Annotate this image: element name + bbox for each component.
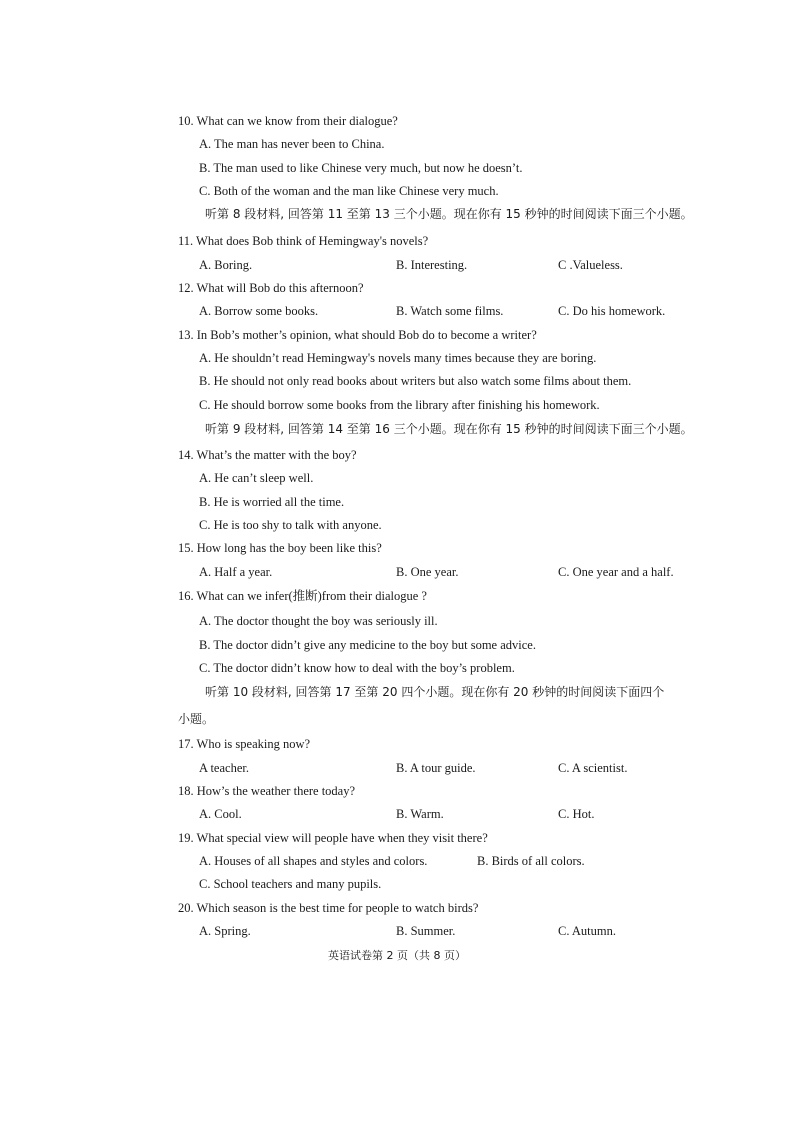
question-13-option-a: A. He shouldn’t read Hemingway's novels many times because they are boring. xyxy=(199,351,597,365)
question-14-option-a: A. He can’t sleep well. xyxy=(199,471,314,485)
question-17-stem: 17. Who is speaking now? xyxy=(178,737,311,751)
question-13-option-b: B. He should not only read books about writers but also watch some films about them. xyxy=(199,374,632,388)
question-19-option-c: C. School teachers and many pupils. xyxy=(199,877,382,891)
question-16-stem: 16. What can we infer(推断)from their dialogue ? xyxy=(178,589,427,603)
question-10-option-a: A. The man has never been to China. xyxy=(199,137,385,151)
question-15-option-a: A. Half a year. xyxy=(199,565,273,579)
section-instruction-10-line1: 听第 10 段材料, 回答第 17 至第 20 四个小题。现在你有 20 秒钟的时间阅读下面四个 xyxy=(205,685,665,699)
question-16-option-b: B. The doctor didn’t give any medicine to the boy but some advice. xyxy=(199,638,536,652)
question-10-stem: 10. What can we know from their dialogue? xyxy=(178,114,398,128)
question-17-option-a: A teacher. xyxy=(199,761,249,775)
question-12-option-b: B. Watch some films. xyxy=(396,304,504,318)
question-19-stem: 19. What special view will people have when they visit there? xyxy=(178,831,488,845)
page-footer: 英语试卷第 2 页（共 8 页） xyxy=(328,949,466,962)
question-20-stem: 20. Which season is the best time for people to watch birds? xyxy=(178,901,479,915)
section-instruction-9: 听第 9 段材料, 回答第 14 至第 16 三个小题。现在你有 15 秒钟的时间阅读下面三个小题。 xyxy=(205,422,693,436)
question-17-option-b: B. A tour guide. xyxy=(396,761,476,775)
question-18-option-b: B. Warm. xyxy=(396,807,444,821)
section-instruction-8: 听第 8 段材料, 回答第 11 至第 13 三个小题。现在你有 15 秒钟的时间阅读下面三个小题。 xyxy=(205,207,693,221)
question-18-option-a: A. Cool. xyxy=(199,807,242,821)
question-16-option-a: A. The doctor thought the boy was seriously ill. xyxy=(199,614,438,628)
question-18-option-c: C. Hot. xyxy=(558,807,595,821)
question-15-option-c: C. One year and a half. xyxy=(558,565,674,579)
question-19-option-a: A. Houses of all shapes and styles and colors. xyxy=(199,854,428,868)
question-11-option-b: B. Interesting. xyxy=(396,258,468,272)
question-15-option-b: B. One year. xyxy=(396,565,459,579)
question-14-option-b: B. He is worried all the time. xyxy=(199,495,345,509)
question-20-option-b: B. Summer. xyxy=(396,924,456,938)
question-11-option-c: C .Valueless. xyxy=(558,258,623,272)
question-12-option-c: C. Do his homework. xyxy=(558,304,666,318)
question-12-option-a: A. Borrow some books. xyxy=(199,304,319,318)
question-17-option-c: C. A scientist. xyxy=(558,761,628,775)
question-15-stem: 15. How long has the boy been like this? xyxy=(178,541,382,555)
question-11-stem: 11. What does Bob think of Hemingway's novels? xyxy=(178,234,429,248)
question-11-option-a: A. Boring. xyxy=(199,258,253,272)
question-19-option-b: B. Birds of all colors. xyxy=(477,854,585,868)
question-14-option-c: C. He is too shy to talk with anyone. xyxy=(199,518,382,532)
question-10-option-b: B. The man used to like Chinese very much, but now he doesn’t. xyxy=(199,161,523,175)
question-20-option-a: A. Spring. xyxy=(199,924,251,938)
question-16-option-c: C. The doctor didn’t know how to deal with the boy’s problem. xyxy=(199,661,515,675)
section-instruction-10-line2: 小题。 xyxy=(178,712,215,726)
question-12-stem: 12. What will Bob do this afternoon? xyxy=(178,281,364,295)
question-13-option-c: C. He should borrow some books from the library after finishing his homework. xyxy=(199,398,600,412)
question-10-option-c: C. Both of the woman and the man like Chinese very much. xyxy=(199,184,499,198)
question-18-stem: 18. How’s the weather there today? xyxy=(178,784,356,798)
question-20-option-c: C. Autumn. xyxy=(558,924,616,938)
question-13-stem: 13. In Bob’s mother’s opinion, what should Bob do to become a writer? xyxy=(178,328,537,342)
question-14-stem: 14. What’s the matter with the boy? xyxy=(178,448,357,462)
